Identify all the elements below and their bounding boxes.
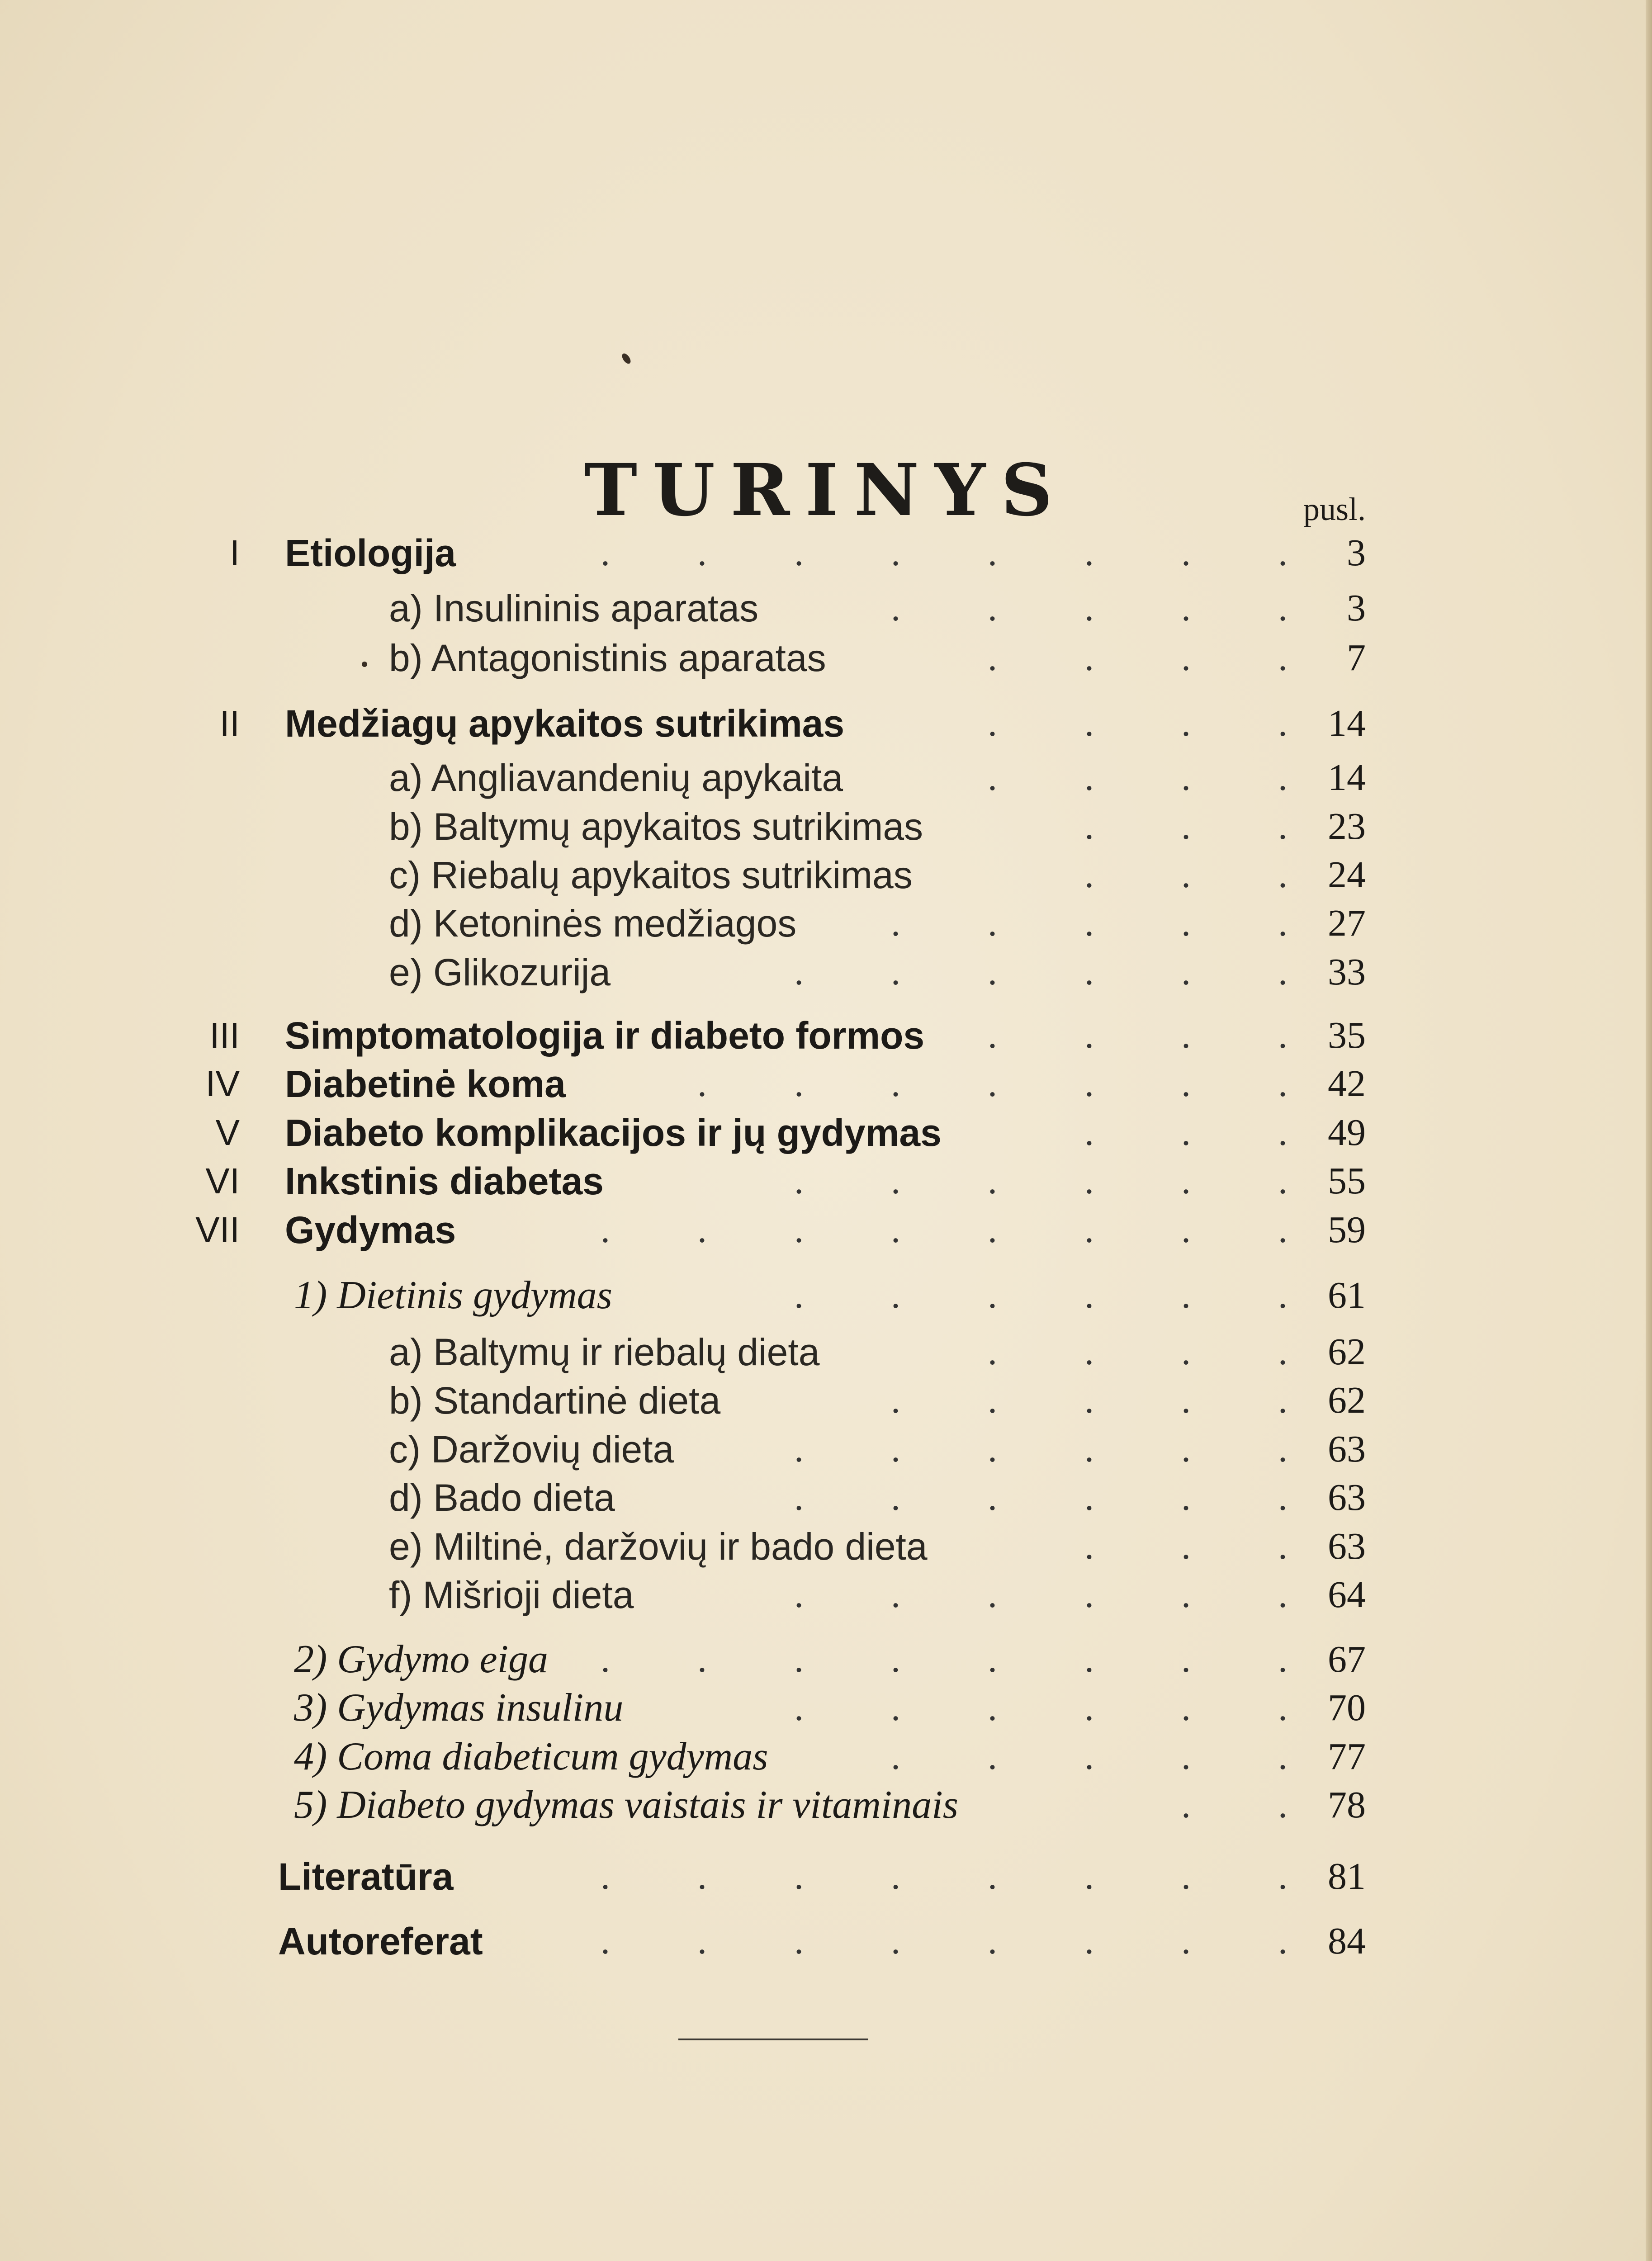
chapter-number: VII — [195, 1210, 240, 1250]
entry-label: 5) Diabeto gydymas vaistais ir vitaminais — [294, 1783, 958, 1827]
entry-label: 2) Gydymo eiga — [294, 1637, 549, 1681]
page-number: 7 — [1347, 637, 1366, 679]
leader-dots: . . . . . . — [794, 951, 1326, 993]
entry-label: Literatūra — [278, 1855, 454, 1898]
leader-dots: . . . . . . . . — [601, 532, 1326, 574]
entry-label: a) Angliavandenių apykaita — [389, 757, 843, 799]
page-number: 24 — [1328, 854, 1366, 896]
page-number: 84 — [1328, 1920, 1366, 1962]
leader-dots: . . . — [1084, 1112, 1326, 1154]
toc-entry[interactable] — [0, 1108, 1652, 1158]
chapter-number: IV — [205, 1064, 240, 1104]
toc-entry[interactable] — [0, 1156, 1652, 1206]
entry-label: a) Baltymų ir riebalų dieta — [389, 1331, 820, 1373]
page-number: 23 — [1328, 805, 1366, 847]
page-number: 77 — [1328, 1736, 1366, 1778]
chapter-number: VI — [205, 1161, 240, 1201]
entry-label: b) Antagonistinis aparatas — [389, 637, 826, 679]
leader-dots: . . — [1181, 1784, 1326, 1826]
leader-dots: . . . . — [988, 702, 1326, 744]
entry-label: d) Bado dieta — [389, 1476, 615, 1519]
page-number: 35 — [1328, 1014, 1366, 1056]
page-number: 62 — [1328, 1379, 1366, 1421]
entry-label: 4) Coma diabeticum gydymas — [294, 1735, 768, 1779]
leader-dots: . . . . . . — [794, 1476, 1326, 1518]
toc-entry[interactable] — [0, 899, 1652, 948]
toc-entry[interactable] — [0, 947, 1652, 997]
page-number: 49 — [1328, 1112, 1366, 1154]
page-number: 63 — [1328, 1525, 1366, 1567]
toc-entry[interactable] — [0, 1522, 1652, 1571]
leader-dots: . . . — [1084, 805, 1326, 847]
toc-entry[interactable] — [0, 753, 1652, 803]
entry-label: Medžiagų apykaitos sutrikimas — [285, 702, 845, 745]
entry-label: d) Ketoninės medžiagos — [389, 902, 797, 945]
page-number: 55 — [1328, 1160, 1366, 1202]
toc-entry[interactable] — [0, 699, 1652, 748]
leader-dots: . . . . . . . — [697, 1063, 1326, 1105]
page-number: 3 — [1347, 587, 1366, 629]
chapter-number: II — [219, 703, 240, 743]
page-title: TURINYS — [584, 448, 1068, 532]
entry-label: Autoreferat — [278, 1920, 483, 1963]
toc-entry[interactable] — [0, 1780, 1652, 1830]
leader-dots: . . . . . . . . — [601, 1209, 1326, 1251]
toc-entry[interactable] — [0, 1916, 1652, 1966]
page-number: 59 — [1328, 1209, 1366, 1251]
toc-entry[interactable] — [0, 1011, 1652, 1060]
page-number: 14 — [1328, 757, 1366, 799]
leader-dots: . . . — [1084, 854, 1326, 896]
toc-entry[interactable] — [0, 583, 1652, 633]
page-number: 42 — [1328, 1063, 1366, 1105]
leader-dots: . . . . — [988, 1331, 1326, 1373]
entry-label: e) Glikozurija — [389, 951, 611, 993]
entry-label: b) Baltymų apykaitos sutrikimas — [389, 805, 923, 848]
leader-dots: . . . . . . — [794, 1574, 1326, 1616]
leader-dots: . . . . . . . . — [601, 1638, 1326, 1680]
leader-dots: . . . . . . . . — [601, 1920, 1326, 1962]
page-number: 78 — [1328, 1784, 1366, 1826]
entry-label: Etiologija — [285, 532, 456, 574]
page-number: 61 — [1328, 1274, 1366, 1316]
page-number: 64 — [1328, 1574, 1366, 1616]
toc-entry[interactable] — [0, 1683, 1652, 1733]
leader-dots: . . . . . — [891, 1379, 1326, 1421]
chapter-number: V — [215, 1112, 240, 1153]
toc-entry[interactable] — [0, 1570, 1652, 1620]
leader-dots: . . . . . . — [794, 1428, 1326, 1470]
leader-dots: . . . . — [988, 757, 1326, 799]
entry-label: Gydymas — [285, 1209, 456, 1251]
leader-dots: . . . . . — [891, 1736, 1326, 1778]
toc-entry[interactable] — [0, 1852, 1652, 1902]
entry-label: Inkstinis diabetas — [285, 1160, 604, 1202]
leader-dots: . . . . . . . . — [601, 1855, 1326, 1897]
leader-dots: . . . . . . — [794, 1160, 1326, 1202]
entry-label: c) Riebalų apykaitos sutrikimas — [389, 854, 913, 896]
toc-entry[interactable] — [0, 1473, 1652, 1523]
page-number: 63 — [1328, 1428, 1366, 1470]
toc-entry[interactable] — [0, 1732, 1652, 1782]
toc-entry[interactable] — [0, 1635, 1652, 1684]
page-number: 81 — [1328, 1855, 1366, 1897]
chapter-number: III — [209, 1015, 240, 1055]
entry-label: c) Daržovių dieta — [389, 1428, 674, 1471]
leader-dots: . . . . . — [891, 902, 1326, 944]
toc-entry[interactable] — [0, 1376, 1652, 1425]
toc-entry[interactable] — [0, 633, 1652, 683]
toc-entry[interactable] — [0, 1424, 1652, 1474]
entry-label: Diabeto komplikacijos ir jų gydymas — [285, 1112, 942, 1154]
entry-label: 1) Dietinis gydymas — [294, 1273, 612, 1317]
leader-dots: . . . — [1084, 1525, 1326, 1567]
toc-entry[interactable] — [0, 1205, 1652, 1255]
page-number: 27 — [1328, 902, 1366, 944]
chapter-number: I — [229, 533, 240, 573]
page-number: 67 — [1328, 1638, 1366, 1680]
toc-entry[interactable] — [0, 528, 1652, 578]
page-column-label: pusl. — [1303, 491, 1366, 527]
entry-label: b) Standartinė dieta — [389, 1379, 721, 1422]
toc-entry[interactable] — [0, 1271, 1652, 1320]
page-number: 33 — [1328, 951, 1366, 993]
leader-dots: . . . . . . — [794, 1687, 1326, 1729]
page-number: 14 — [1328, 702, 1366, 744]
toc-entry[interactable] — [0, 1327, 1652, 1377]
leader-dots: . . . . . . — [794, 1274, 1326, 1316]
page-number: 70 — [1328, 1687, 1366, 1729]
leader-dots: . . . . — [988, 1014, 1326, 1056]
page-number: 62 — [1328, 1331, 1366, 1373]
leader-dots: . . . . — [988, 637, 1326, 679]
leader-dots: . . . . . — [891, 587, 1326, 629]
page-number: 63 — [1328, 1476, 1366, 1518]
entry-label: f) Mišrioji dieta — [389, 1574, 634, 1616]
toc-entry[interactable] — [0, 850, 1652, 900]
toc-entry[interactable] — [0, 1059, 1652, 1109]
closing-rule — [678, 2039, 868, 2040]
entry-label: a) Insulininis aparatas — [389, 587, 759, 629]
toc-entry[interactable] — [0, 802, 1652, 851]
page-number: 3 — [1347, 532, 1366, 574]
entry-label: e) Miltinė, daržovių ir bado dieta — [389, 1525, 928, 1568]
entry-label: Diabetinė koma — [285, 1063, 566, 1105]
entry-label: Simptomatologija ir diabeto formos — [285, 1014, 925, 1057]
entry-label: 3) Gydymas insulinu — [294, 1686, 624, 1730]
